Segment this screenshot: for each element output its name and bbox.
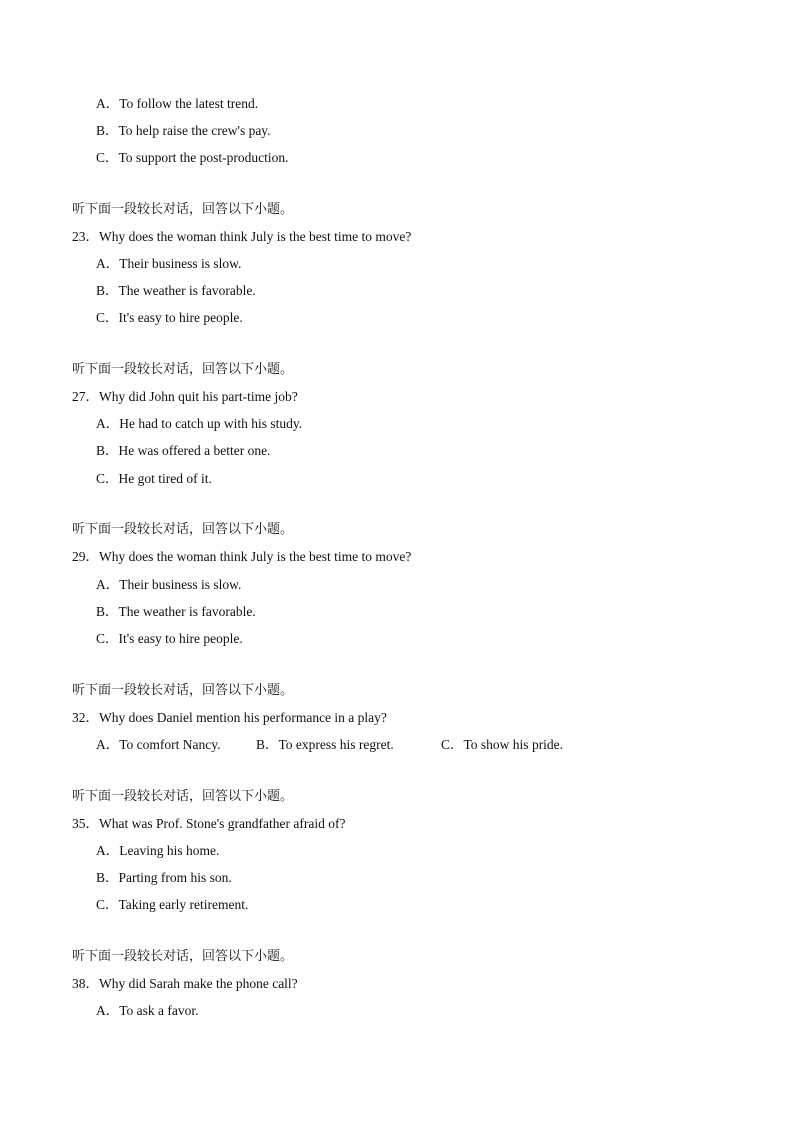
option-b: B．He was offered a better one. [96,443,271,458]
question-27: 27．Why did John quit his part-time job? [72,389,298,404]
option-b: B．To express his regret. [256,737,394,752]
section-instruction: 听下面一段较长对话，回答以下小题。 [72,362,294,377]
question-38: 38．Why did Sarah make the phone call? [72,976,298,991]
question-35: 35．What was Prof. Stone's grandfather afraid of? [72,816,346,831]
option-c: C．Taking early retirement. [96,897,249,912]
section-instruction: 听下面一段较长对话，回答以下小题。 [72,522,294,537]
section-instruction: 听下面一段较长对话，回答以下小题。 [72,683,294,698]
option-a: A．Their business is slow. [96,577,242,592]
option-a: A．To ask a favor. [96,1003,199,1018]
option-a: A．Leaving his home. [96,843,220,858]
option-c: C．He got tired of it. [96,471,212,486]
option-c: C．It's easy to hire people. [96,631,243,646]
option-a: A．He had to catch up with his study. [96,416,303,431]
question-23: 23．Why does the woman think July is the best time to move? [72,229,412,244]
option-a: A．To comfort Nancy. [96,737,221,752]
option-b: B．To help raise the crew's pay. [96,123,271,138]
question-32: 32．Why does Daniel mention his performance in a play? [72,710,387,725]
option-a: A．Their business is slow. [96,256,242,271]
option-c: C．To support the post-production. [96,150,289,165]
section-instruction: 听下面一段较长对话，回答以下小题。 [72,202,294,217]
section-instruction: 听下面一段较长对话，回答以下小题。 [72,949,294,964]
option-c: C．It's easy to hire people. [96,310,243,325]
option-c: C．To show his pride. [441,737,564,752]
section-instruction: 听下面一段较长对话，回答以下小题。 [72,789,294,804]
option-b: B．The weather is favorable. [96,283,256,298]
option-b: B．Parting from his son. [96,870,232,885]
option-b: B．The weather is favorable. [96,604,256,619]
option-a: A．To follow the latest trend. [96,96,259,111]
question-29: 29．Why does the woman think July is the best time to move? [72,549,412,564]
